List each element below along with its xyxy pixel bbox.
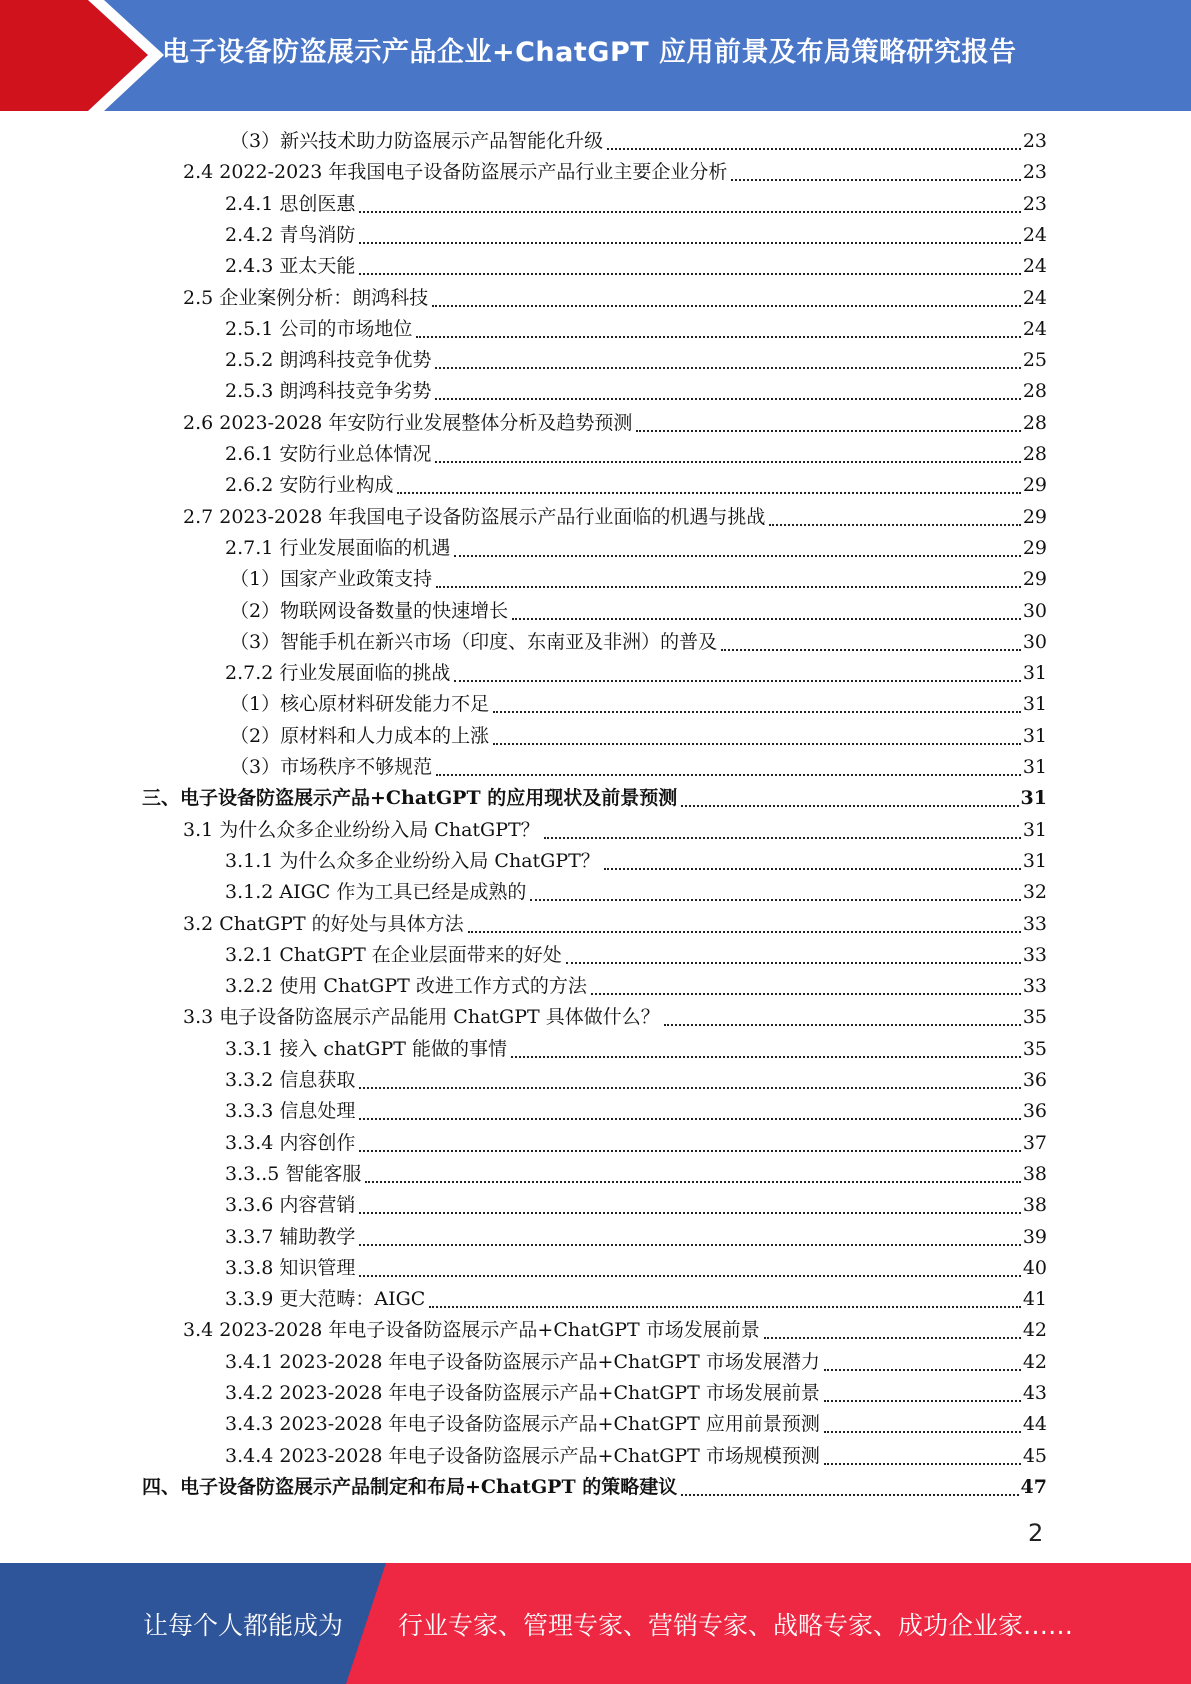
toc-entry[interactable]: [225, 658, 1047, 689]
toc-entry[interactable]: [225, 1253, 1047, 1284]
toc-entry-title: 3.3.7 辅助教学: [225, 1225, 356, 1248]
toc-entry-page: 30: [1022, 599, 1047, 622]
toc-dot-leader: [435, 367, 1020, 369]
toc-entry[interactable]: [225, 314, 1047, 345]
toc-dot-leader: [493, 711, 1021, 713]
toc-entry-title: （2）原材料和人力成本的上涨: [230, 724, 490, 747]
toc-dot-leader: [359, 1118, 1020, 1120]
toc-entry-title: 四、电子设备防盗展示产品制定和布局+ChatGPT 的策略建议: [142, 1475, 678, 1498]
toc-entry-page: 40: [1022, 1256, 1047, 1279]
toc-entry[interactable]: [183, 815, 1047, 846]
toc-dot-leader: [429, 1306, 1020, 1308]
toc-entry[interactable]: [230, 596, 1047, 627]
toc-entry-page: 28: [1022, 411, 1047, 434]
toc-entry[interactable]: [225, 1222, 1047, 1253]
toc-entry-title: 2.6.2 安防行业构成: [225, 474, 394, 497]
toc-dot-leader: [416, 336, 1020, 338]
toc-entry-title: 3.1.2 AIGC 作为工具已经是成熟的: [225, 881, 527, 904]
toc-entry-title: 2.6.1 安防行业总体情况: [225, 443, 432, 465]
toc-dot-leader: [359, 1087, 1020, 1089]
toc-entry-title: 2.4 2022-2023 年我国电子设备防盗展示产品行业主要企业分析: [183, 161, 728, 184]
toc-dot-leader: [512, 618, 1021, 620]
toc-entry[interactable]: [225, 220, 1047, 251]
footer-slogan-left: 让每个人都能成为: [143, 1611, 344, 1640]
toc-entry[interactable]: [183, 1002, 1047, 1033]
toc-entry-page: 24: [1022, 317, 1047, 340]
toc-dot-leader: [365, 1181, 1020, 1183]
toc-entry-page: 43: [1022, 1382, 1047, 1404]
page-footer: [0, 1563, 1191, 1684]
toc-dot-leader: [566, 962, 1021, 964]
toc-dot-leader: [454, 680, 1020, 682]
toc-entry-page: 31: [1022, 724, 1047, 747]
toc-entry-page: 28: [1022, 443, 1047, 465]
toc-dot-leader: [530, 899, 1020, 901]
toc-entry-title: （3）市场秩序不够规范: [230, 756, 433, 778]
toc-entry-page: 31: [1020, 787, 1047, 810]
toc-entry-page: 32: [1022, 881, 1047, 904]
toc-entry-page: 38: [1022, 1194, 1047, 1217]
toc-dot-leader: [359, 1244, 1020, 1246]
toc-dot-leader: [769, 524, 1020, 526]
toc-entry[interactable]: [225, 1284, 1047, 1315]
toc-entry[interactable]: [225, 877, 1047, 908]
toc-entry-page: 29: [1022, 536, 1047, 559]
toc-dot-leader: [397, 492, 1020, 494]
toc-entry-page: 25: [1022, 349, 1047, 372]
toc-entry-page: 36: [1022, 1100, 1047, 1123]
toc-entry-page: 29: [1022, 505, 1047, 528]
toc-dot-leader: [359, 1150, 1020, 1152]
toc-dot-leader: [681, 1494, 1018, 1496]
toc-entry[interactable]: [225, 470, 1047, 501]
toc-dot-leader: [359, 273, 1020, 275]
toc-entry-page: 31: [1022, 693, 1047, 716]
toc-entry-title: 3.4 2023-2028 年电子设备防盗展示产品+ChatGPT 市场发展前景: [183, 1319, 760, 1342]
toc-dot-leader: [764, 1337, 1021, 1339]
toc-entry-page: 23: [1022, 161, 1047, 184]
toc-entry-page: 24: [1022, 255, 1047, 278]
toc-entry[interactable]: [225, 1159, 1047, 1190]
toc-entry-title: 3.3.4 内容创作: [225, 1131, 356, 1154]
toc-entry-title: （2）物联网设备数量的快速增长: [230, 599, 509, 622]
toc-entry[interactable]: [225, 940, 1047, 971]
toc-entry[interactable]: [225, 1034, 1047, 1065]
toc-entry-title: 3.3..5 智能客服: [225, 1162, 362, 1185]
toc-entry[interactable]: [225, 251, 1047, 282]
toc-entry-page: 33: [1022, 912, 1047, 935]
toc-entry[interactable]: [183, 283, 1047, 314]
toc-entry[interactable]: [142, 1472, 1047, 1503]
toc-entry[interactable]: [183, 157, 1047, 188]
toc-entry[interactable]: [225, 533, 1047, 564]
toc-entry-title: 2.5 企业案例分析：朗鸿科技: [183, 286, 429, 309]
toc-entry-page: 29: [1022, 474, 1047, 497]
toc-entry-title: 3.4.4 2023-2028 年电子设备防盗展示产品+ChatGPT 市场规模预测: [225, 1444, 820, 1467]
toc-entry[interactable]: [183, 502, 1047, 533]
toc-entry-title: 2.5.2 朗鸿科技竞争优势: [225, 349, 432, 372]
toc-entry-title: 2.5.1 公司的市场地位: [225, 317, 413, 340]
toc-entry-title: （1）核心原材料研发能力不足: [230, 693, 490, 716]
toc-dot-leader: [436, 774, 1021, 776]
toc-entry-page: 44: [1022, 1413, 1047, 1436]
toc-entry[interactable]: [225, 1347, 1047, 1378]
toc-dot-leader: [824, 1400, 1021, 1402]
toc-entry-page: 38: [1022, 1162, 1047, 1185]
toc-dot-leader: [359, 211, 1020, 213]
toc-dot-leader: [824, 1463, 1021, 1465]
header-title: 电子设备防盗展示产品企业+ChatGPT 应用前景及布局策略研究报告: [162, 37, 1017, 68]
toc-entry[interactable]: [225, 1378, 1047, 1409]
toc-entry-page: 36: [1022, 1069, 1047, 1091]
toc-dot-leader: [359, 1212, 1020, 1214]
toc-entry-page: 31: [1022, 756, 1047, 778]
toc-entry[interactable]: [183, 408, 1047, 439]
toc-entry-page: 39: [1022, 1225, 1047, 1248]
toc-entry-title: 3.3.1 接入 chatGPT 能做的事情: [225, 1037, 507, 1060]
toc-entry-title: 3.4.3 2023-2028 年电子设备防盗展示产品+ChatGPT 应用前景预测: [225, 1413, 820, 1436]
toc-entry-title: （3）新兴技术助力防盗展示产品智能化升级: [230, 130, 604, 152]
toc-dot-leader: [511, 1056, 1021, 1058]
toc-dot-leader: [435, 461, 1020, 463]
toc-dot-leader: [721, 649, 1021, 651]
page-header: [0, 0, 1191, 111]
toc-entry-title: 3.1.1 为什么众多企业纷纷入局 ChatGPT？: [225, 849, 600, 872]
toc-dot-leader: [591, 993, 1021, 995]
toc-dot-leader: [544, 837, 1021, 839]
toc-dot-leader: [607, 148, 1021, 150]
toc-entry-title: 三、电子设备防盗展示产品+ChatGPT 的应用现状及前景预测: [142, 787, 678, 810]
toc-entry-title: 3.3 电子设备防盗展示产品能用 ChatGPT 具体做什么？: [183, 1006, 660, 1029]
toc-entry-title: （1）国家产业政策支持: [230, 568, 433, 591]
toc-entry-title: 3.3.8 知识管理: [225, 1256, 356, 1279]
toc-entry-page: 45: [1022, 1444, 1047, 1467]
toc-entry[interactable]: [225, 1128, 1047, 1159]
toc-entry-page: 30: [1022, 630, 1047, 653]
toc-entry-page: 35: [1022, 1037, 1047, 1060]
toc-entry-title: 2.4.2 青鸟消防: [225, 223, 356, 246]
toc-dot-leader: [681, 805, 1018, 807]
toc-entry-title: 2.4.3 亚太天能: [225, 255, 356, 278]
toc-entry-page: 23: [1022, 192, 1047, 215]
toc-entry-title: 3.4.1 2023-2028 年电子设备防盗展示产品+ChatGPT 市场发展潜力: [225, 1350, 820, 1373]
toc-entry-page: 47: [1020, 1475, 1047, 1498]
toc-entry-page: 29: [1022, 568, 1047, 591]
toc-entry-page: 33: [1022, 943, 1047, 966]
toc-dot-leader: [824, 1369, 1021, 1371]
toc-entry-page: 23: [1022, 130, 1047, 152]
toc-entry-title: 3.3.9 更大范畴：AIGC: [225, 1288, 426, 1311]
toc-entry-page: 31: [1022, 662, 1047, 685]
toc-entry-title: 3.1 为什么众多企业纷纷入局 ChatGPT？: [183, 818, 540, 841]
toc-entry[interactable]: [225, 376, 1047, 407]
toc-dot-leader: [493, 743, 1021, 745]
toc-dot-leader: [454, 555, 1020, 557]
toc-entry[interactable]: [183, 909, 1047, 940]
toc-entry-title: 2.7 2023-2028 年我国电子设备防盗展示产品行业面临的机遇与挑战: [183, 505, 766, 528]
toc-entry-title: 2.5.3 朗鸿科技竞争劣势: [225, 380, 432, 403]
toc-entry[interactable]: [225, 1096, 1047, 1127]
toc-dot-leader: [664, 1024, 1021, 1026]
toc-entry-page: 33: [1022, 975, 1047, 998]
toc-entry-title: 2.7.2 行业发展面临的挑战: [225, 662, 451, 685]
toc-entry-title: 2.4.1 思创医惠: [225, 192, 356, 215]
toc-dot-leader: [824, 1431, 1021, 1433]
toc-entry[interactable]: [230, 627, 1047, 658]
toc-dot-leader: [435, 398, 1020, 400]
toc-dot-leader: [359, 242, 1020, 244]
toc-dot-leader: [604, 868, 1021, 870]
toc-entry-page: 41: [1022, 1288, 1047, 1311]
toc-entry[interactable]: [183, 1315, 1047, 1346]
toc-entry-title: 3.3.2 信息获取: [225, 1069, 356, 1091]
toc-entry-page: 42: [1022, 1319, 1047, 1342]
toc-dot-leader: [359, 1275, 1020, 1277]
toc-entry-title: 3.3.6 内容营销: [225, 1194, 356, 1217]
toc-dot-leader: [432, 305, 1021, 307]
toc-entry[interactable]: [230, 564, 1047, 595]
toc-entry[interactable]: [142, 783, 1047, 814]
toc-entry[interactable]: [225, 1065, 1047, 1096]
toc-entry[interactable]: [225, 439, 1047, 470]
toc-entry-page: 42: [1022, 1350, 1047, 1373]
toc-entry[interactable]: [230, 721, 1047, 752]
toc-entry[interactable]: [225, 846, 1047, 877]
toc-entry[interactable]: [225, 189, 1047, 220]
toc-entry-title: 2.6 2023-2028 年安防行业发展整体分析及趋势预测: [183, 411, 633, 434]
toc-entry-title: 3.2 ChatGPT 的好处与具体方法: [183, 912, 464, 935]
toc-entry-page: 35: [1022, 1006, 1047, 1029]
toc-entry-page: 28: [1022, 380, 1047, 403]
toc-entry[interactable]: [230, 126, 1047, 157]
toc-entry-page: 37: [1022, 1131, 1047, 1154]
toc-entry-title: 3.4.2 2023-2028 年电子设备防盗展示产品+ChatGPT 市场发展前景: [225, 1382, 820, 1404]
toc-entry[interactable]: [225, 971, 1047, 1002]
toc-entry[interactable]: [230, 752, 1047, 783]
toc-entry[interactable]: [225, 1190, 1047, 1221]
toc-dot-leader: [731, 179, 1020, 181]
footer-slogan-right: 行业专家、管理专家、营销专家、战略专家、成功企业家……: [398, 1611, 1074, 1640]
toc-entry-title: 3.3.3 信息处理: [225, 1100, 356, 1123]
toc-entry-title: 3.2.1 ChatGPT 在企业层面带来的好处: [225, 943, 562, 966]
toc-dot-leader: [468, 931, 1021, 933]
toc-entry-page: 24: [1022, 223, 1047, 246]
toc-entry-page: 31: [1022, 818, 1047, 841]
toc-entry-title: 3.2.2 使用 ChatGPT 改进工作方式的方法: [225, 975, 587, 998]
toc-entry[interactable]: [230, 689, 1047, 720]
toc-entry-page: 24: [1022, 286, 1047, 309]
toc-entry-title: 2.7.1 行业发展面临的机遇: [225, 536, 451, 559]
toc-entry-title: （3）智能手机在新兴市场（印度、东南亚及非洲）的普及: [230, 630, 718, 653]
toc-entry[interactable]: [225, 1441, 1047, 1472]
toc-dot-leader: [636, 430, 1020, 432]
toc-entry[interactable]: [225, 1409, 1047, 1440]
toc-entry[interactable]: [225, 345, 1047, 376]
toc-dot-leader: [436, 586, 1021, 588]
page-number: 2: [1028, 1519, 1044, 1547]
toc-entry-page: 31: [1022, 849, 1047, 872]
